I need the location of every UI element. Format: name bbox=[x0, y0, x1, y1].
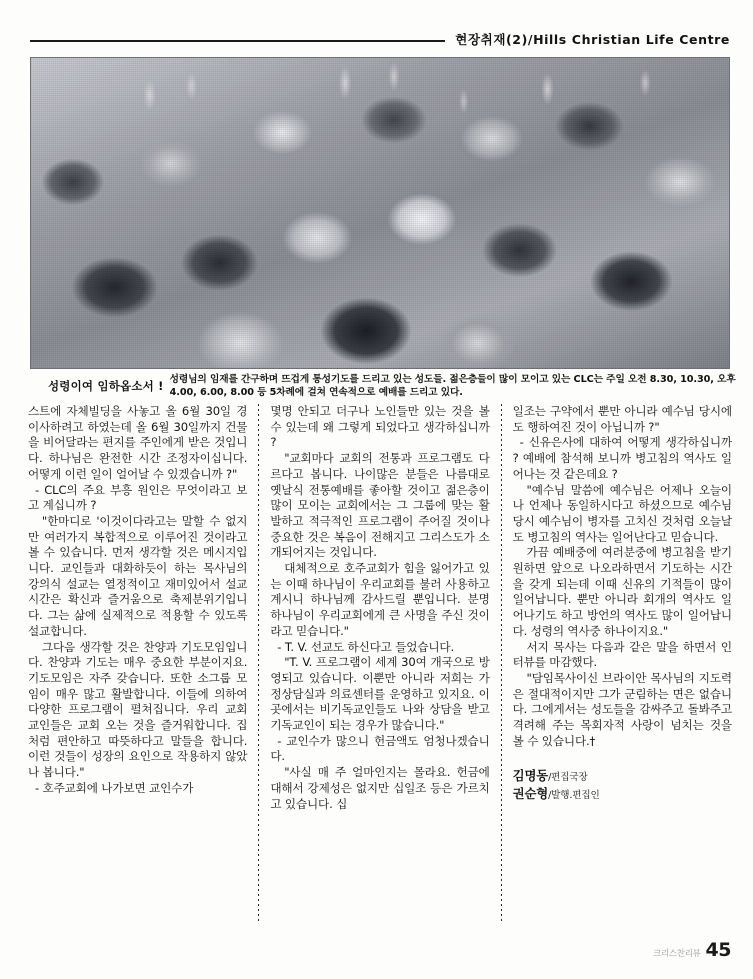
article-column-3 bbox=[513, 404, 732, 922]
paragraph: 몇명 안되고 더구나 노인들만 있는 것을 볼 수 있는데 왜 그렇게 되었다고 생각하십니까 ? bbox=[270, 404, 490, 450]
article-body bbox=[28, 404, 732, 922]
paragraph: - CLC의 주요 부흥 원인은 무엇이라고 보고 계십니까 ? bbox=[28, 482, 248, 513]
worship-crowd-photo bbox=[30, 57, 730, 369]
paragraph: 일조는 구약에서 뿐만 아니라 예수님 당시에도 행하여진 것이 아닙니까 ?" bbox=[512, 404, 732, 434]
paragraph: "사실 매 주 얼마인지는 몰라요. 헌금에 대해서 강제성은 없지만 십일조 등은 가르치고 있습니다. 십 bbox=[270, 765, 490, 811]
byline-line bbox=[513, 785, 732, 803]
byline-line bbox=[513, 767, 732, 785]
byline-name: 김명동 bbox=[512, 768, 549, 784]
paragraph: 스트에 자체빌딩을 사놓고 올 6월 30일 경 이사하려고 하였는데 올 6월 30일까지 건물을 비어달라는 편지를 주인에게 받은 것입니다. 하나님은 완전한 시간 조정자이십니다. 어떻게 이런 일이 얼어날 수 있겠습니까 ?" bbox=[28, 404, 248, 481]
paragraph: "담임목사이신 브라이안 목사님의 지도력은 절대적이지만 그가 군림하는 면은 없습니다. 그에게서는 성도들을 감싸주고 돌봐주고 격려해 주는 목회자적 사랑이 넘치는 것을 볼 수 있습니다.† bbox=[512, 670, 732, 748]
paragraph: "예수님 말씀에 예수님은 어제나 오늘이나 언제나 동일하시다고 하셨으므로 예수님 당시 예수님이 병자를 고치신 것처럼 오늘날도 병고침의 역사는 일어난다고 믿습니다. bbox=[512, 482, 732, 544]
page-number: 45 bbox=[705, 939, 731, 961]
paragraph: 가끔 예배중에 여러분중에 병고침을 받기 원하면 앞으로 나오라하면서 기도하는 시간을 갖게 되는데 이때 신유의 기적들이 많이 일어납니다. 뿐만 아니라 회개의 역사도 일어나기도 하고 방언의 역사도 많이 일어납니다. 성령의 역사중 하나이지요." bbox=[512, 545, 732, 638]
paragraph: "T. V. 프로그램이 세계 30여 개국으로 방영되고 있습니다. 이뿐만 아니라 저희는 가정상담실과 의료센터를 운영하고 있지요. 이곳에서는 비기독교인들도 나와 상담을 받고 기독교인이 되는 경우가 많습니다." bbox=[270, 655, 490, 733]
header-title: 현장취재(2)/Hills Christian Life Centre bbox=[455, 32, 730, 47]
article-column-1 bbox=[28, 404, 247, 922]
column-divider-1 bbox=[258, 404, 259, 922]
page-folio bbox=[653, 939, 731, 961]
halftone-grain-overlay bbox=[31, 58, 729, 368]
header-rule bbox=[30, 40, 445, 42]
running-header bbox=[30, 28, 730, 50]
byline-role: /편집국장 bbox=[548, 772, 588, 784]
column-divider-2 bbox=[501, 404, 502, 922]
paragraph: "교회마다 교회의 전통과 프로그램도 다르다고 봅니다. 나이많은 분들은 나름대로 옛날식 전통예배를 좋아할 것이고 젊은층이 많이 모이는 교회에서는 그 그룹에 맞는 활발하고 적극적인 프로그램이 주어질 것이나 중요한 것은 복음이 전해지고 그리스도가 소개되어지는 것입니다. bbox=[270, 451, 490, 560]
article-column-2 bbox=[270, 404, 489, 922]
byline-block bbox=[513, 767, 732, 803]
paragraph: - 신유은사에 대하여 어떻게 생각하십니까 ? 예배에 참석해 보니까 병고침의 역사도 일어나는 것 같은데요 ? bbox=[512, 435, 732, 481]
caption-text: 성령님의 임재를 간구하며 뜨겁게 통성기도를 드리고 있는 성도들. 젊은층들이 많이 모이고 있는 CLC는 주일 오전 8.30, 10.30, 오후 4.00, 6.00, 8.00 등 5차례에 걸쳐 연속적으로 예배를 드리고 있다. bbox=[169, 374, 736, 399]
paragraph: 그다음 생각할 것은 찬양과 기도모임입니다. 찬양과 기도는 매우 중요한 부분이지요. 기도모임은 자주 갖습니다. 또한 소그룹 모임이 매우 많고 활발합니다. 이들에 의하여 다양한 프로그램이 펼쳐집니다. 우리 교회 교인들은 교회 오는 것을 즐거워합니다. 집처럼 편안하고 따뜻하다고 말들을 합니다. 이런 것들이 성장의 요인으로 작용하지 않았나 봅니다." bbox=[28, 639, 248, 780]
paragraph: - T. V. 선교도 하신다고 들었습니다. bbox=[277, 639, 455, 654]
caption-headline: 성령이여 임하옵소서 ! bbox=[48, 379, 164, 393]
paragraph: - 교인수가 많으니 헌금액도 엄청나겠습니다. bbox=[270, 733, 490, 764]
byline-name: 권순형 bbox=[512, 786, 549, 802]
paragraph: "한마디로 '이것이다라고는 말할 수 없지만 여러가지 복합적으로 이루어진 것이라고 볼 수 있습니다. 먼저 생각할 것은 메시지입니다. 교인들과 대화하듯이 하는 목사님의 강의식 설교는 열정적이고 재미있어서 설교시간은 확신과 즐거움으로 축제분위기입니다. 그는 삶에 실제적으로 적용할 수 있도록 설교합니다. bbox=[28, 513, 248, 638]
paragraph: - 호주교회에 나가보면 교인수가 bbox=[34, 780, 194, 795]
byline-role: /발행.편집인 bbox=[548, 790, 600, 802]
paragraph: 대체적으로 호주교회가 힘을 잃어가고 있는 이때 하나님이 우리교회를 불러 사용하고 계시니 하나님께 감사드릴 뿐입니다. 분명 하나님이 우리교회에게 큰 사명을 주신 것이라고 믿습니다." bbox=[270, 561, 490, 638]
paragraph: 서지 목사는 다음과 같은 말을 하면서 인터뷰를 마감했다. bbox=[512, 639, 732, 670]
photo-caption bbox=[30, 373, 736, 399]
publication-name: 크리스찬리뷰 bbox=[653, 949, 701, 959]
